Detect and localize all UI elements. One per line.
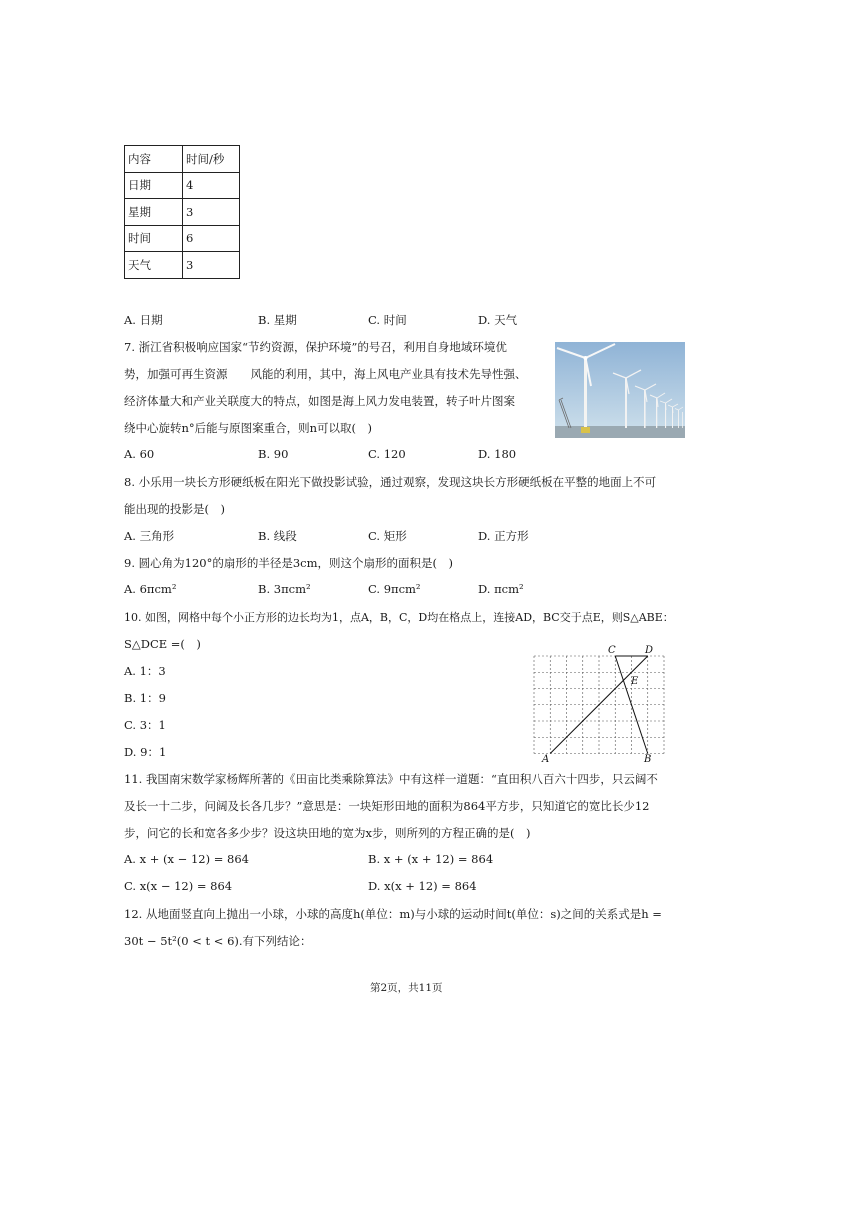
q10-option-b: B. 1：9	[124, 691, 166, 705]
q12-line-2: 30t − 5t²(0 < t < 6).有下列结论：	[124, 934, 312, 948]
q11-line-2: 及长一十二步，问阔及长各几步？”意思是：一块矩形田地的面积为864平方步，只知道它的宽比长少12	[124, 799, 650, 813]
q8-option-a: A. 三角形	[124, 529, 175, 543]
q9-line: 9. 圆心角为120°的扇形的半径是3cm，则这个扇形的面积是( )	[124, 556, 453, 570]
table-row	[125, 252, 240, 279]
q6-option-c: C. 时间	[368, 313, 407, 327]
q9-option-b: B. 3πcm²	[258, 582, 311, 596]
table-cell: 日期	[125, 172, 183, 199]
q7-option-d: D. 180	[478, 447, 517, 461]
q12-line-1: 12. 从地面竖直向上抛出一小球，小球的高度h(单位：m)与小球的运动时间t(单位：s)之间的关系式是h =	[124, 907, 662, 921]
q7-option-b: B. 90	[258, 447, 289, 461]
table-cell: 3	[183, 199, 240, 226]
table-cell: 星期	[125, 199, 183, 226]
info-table	[124, 145, 240, 279]
table-cell: 3	[183, 252, 240, 279]
q11-option-d: D. x(x + 12) = 864	[368, 879, 477, 893]
grid-figure	[528, 640, 670, 764]
q9-option-a: A. 6πcm²	[124, 582, 177, 596]
q10-option-d: D. 9：1	[124, 745, 167, 759]
table-row	[125, 199, 240, 226]
wind-turbine-photo	[555, 342, 685, 438]
q7-line-3: 经济体量大和产业关联度大的特点，如图是海上风力发电装置，转子叶片图案	[124, 394, 515, 408]
page-footer: 第2页，共11页	[370, 982, 443, 994]
q7-line-4: 绕中心旋转n°后能与原图案重合，则n可以取( )	[124, 421, 373, 435]
segment-ad	[550, 656, 648, 754]
table-cell: 内容	[125, 146, 183, 173]
q8-option-c: C. 矩形	[368, 529, 407, 543]
q11-option-a: A. x + (x − 12) = 864	[124, 852, 249, 866]
table-cell: 6	[183, 225, 240, 252]
q7-option-c: C. 120	[368, 447, 406, 461]
q11-option-c: C. x(x − 12) = 864	[124, 879, 233, 893]
q10-line-2: S△DCE =( )	[124, 637, 201, 651]
q6-option-d: D. 天气	[478, 313, 518, 327]
q11-line-3: 步，问它的长和宽各多少步？设这块田地的宽为x步，则所列的方程正确的是( )	[124, 826, 531, 840]
q10-option-a: A. 1：3	[124, 664, 166, 678]
q8-option-b: B. 线段	[258, 529, 297, 543]
table-cell: 时间/秒	[183, 146, 240, 173]
label-a: A	[542, 754, 550, 764]
label-c: C	[608, 645, 616, 656]
label-b: B	[644, 754, 652, 764]
label-e: E	[631, 676, 639, 687]
q7-line-2: 势，加强可再生资源 风能的利用，其中，海上风电产业具有技术先导性强、	[124, 367, 527, 381]
q6-option-a: A. 日期	[124, 313, 163, 327]
q8-line-1: 8. 小乐用一块长方形硬纸板在阳光下做投影试验，通过观察，发现这块长方形硬纸板在平整的地面上不可	[124, 475, 657, 489]
table-cell: 天气	[125, 252, 183, 279]
table-cell: 时间	[125, 225, 183, 252]
q11-line-1: 11. 我国南宋数学家杨辉所著的《田亩比类乘除算法》中有这样一道题：“直田积八百六十四步，只云阔不	[124, 772, 658, 786]
q8-option-d: D. 正方形	[478, 529, 529, 543]
q10-option-c: C. 3：1	[124, 718, 166, 732]
q11-option-b: B. x + (x + 12) = 864	[368, 852, 494, 866]
q9-option-c: C. 9πcm²	[368, 582, 421, 596]
label-d: D	[645, 645, 654, 656]
q7-option-a: A. 60	[124, 447, 155, 461]
table-header-row	[125, 146, 240, 173]
table-row	[125, 225, 240, 252]
q9-option-d: D. πcm²	[478, 582, 524, 596]
table-cell: 4	[183, 172, 240, 199]
q6-option-b: B. 星期	[258, 313, 297, 327]
table-row	[125, 172, 240, 199]
q8-line-2: 能出现的投影是( )	[124, 502, 225, 516]
q10-line-1: 10. 如图，网格中每个小正方形的边长均为1，点A，B，C，D均在格点上，连接AD，BC交于点E，则S△ABE：	[124, 611, 674, 624]
q7-line-1: 7. 浙江省积极响应国家“节约资源，保护环境”的号召，利用自身地域环境优	[124, 340, 507, 354]
